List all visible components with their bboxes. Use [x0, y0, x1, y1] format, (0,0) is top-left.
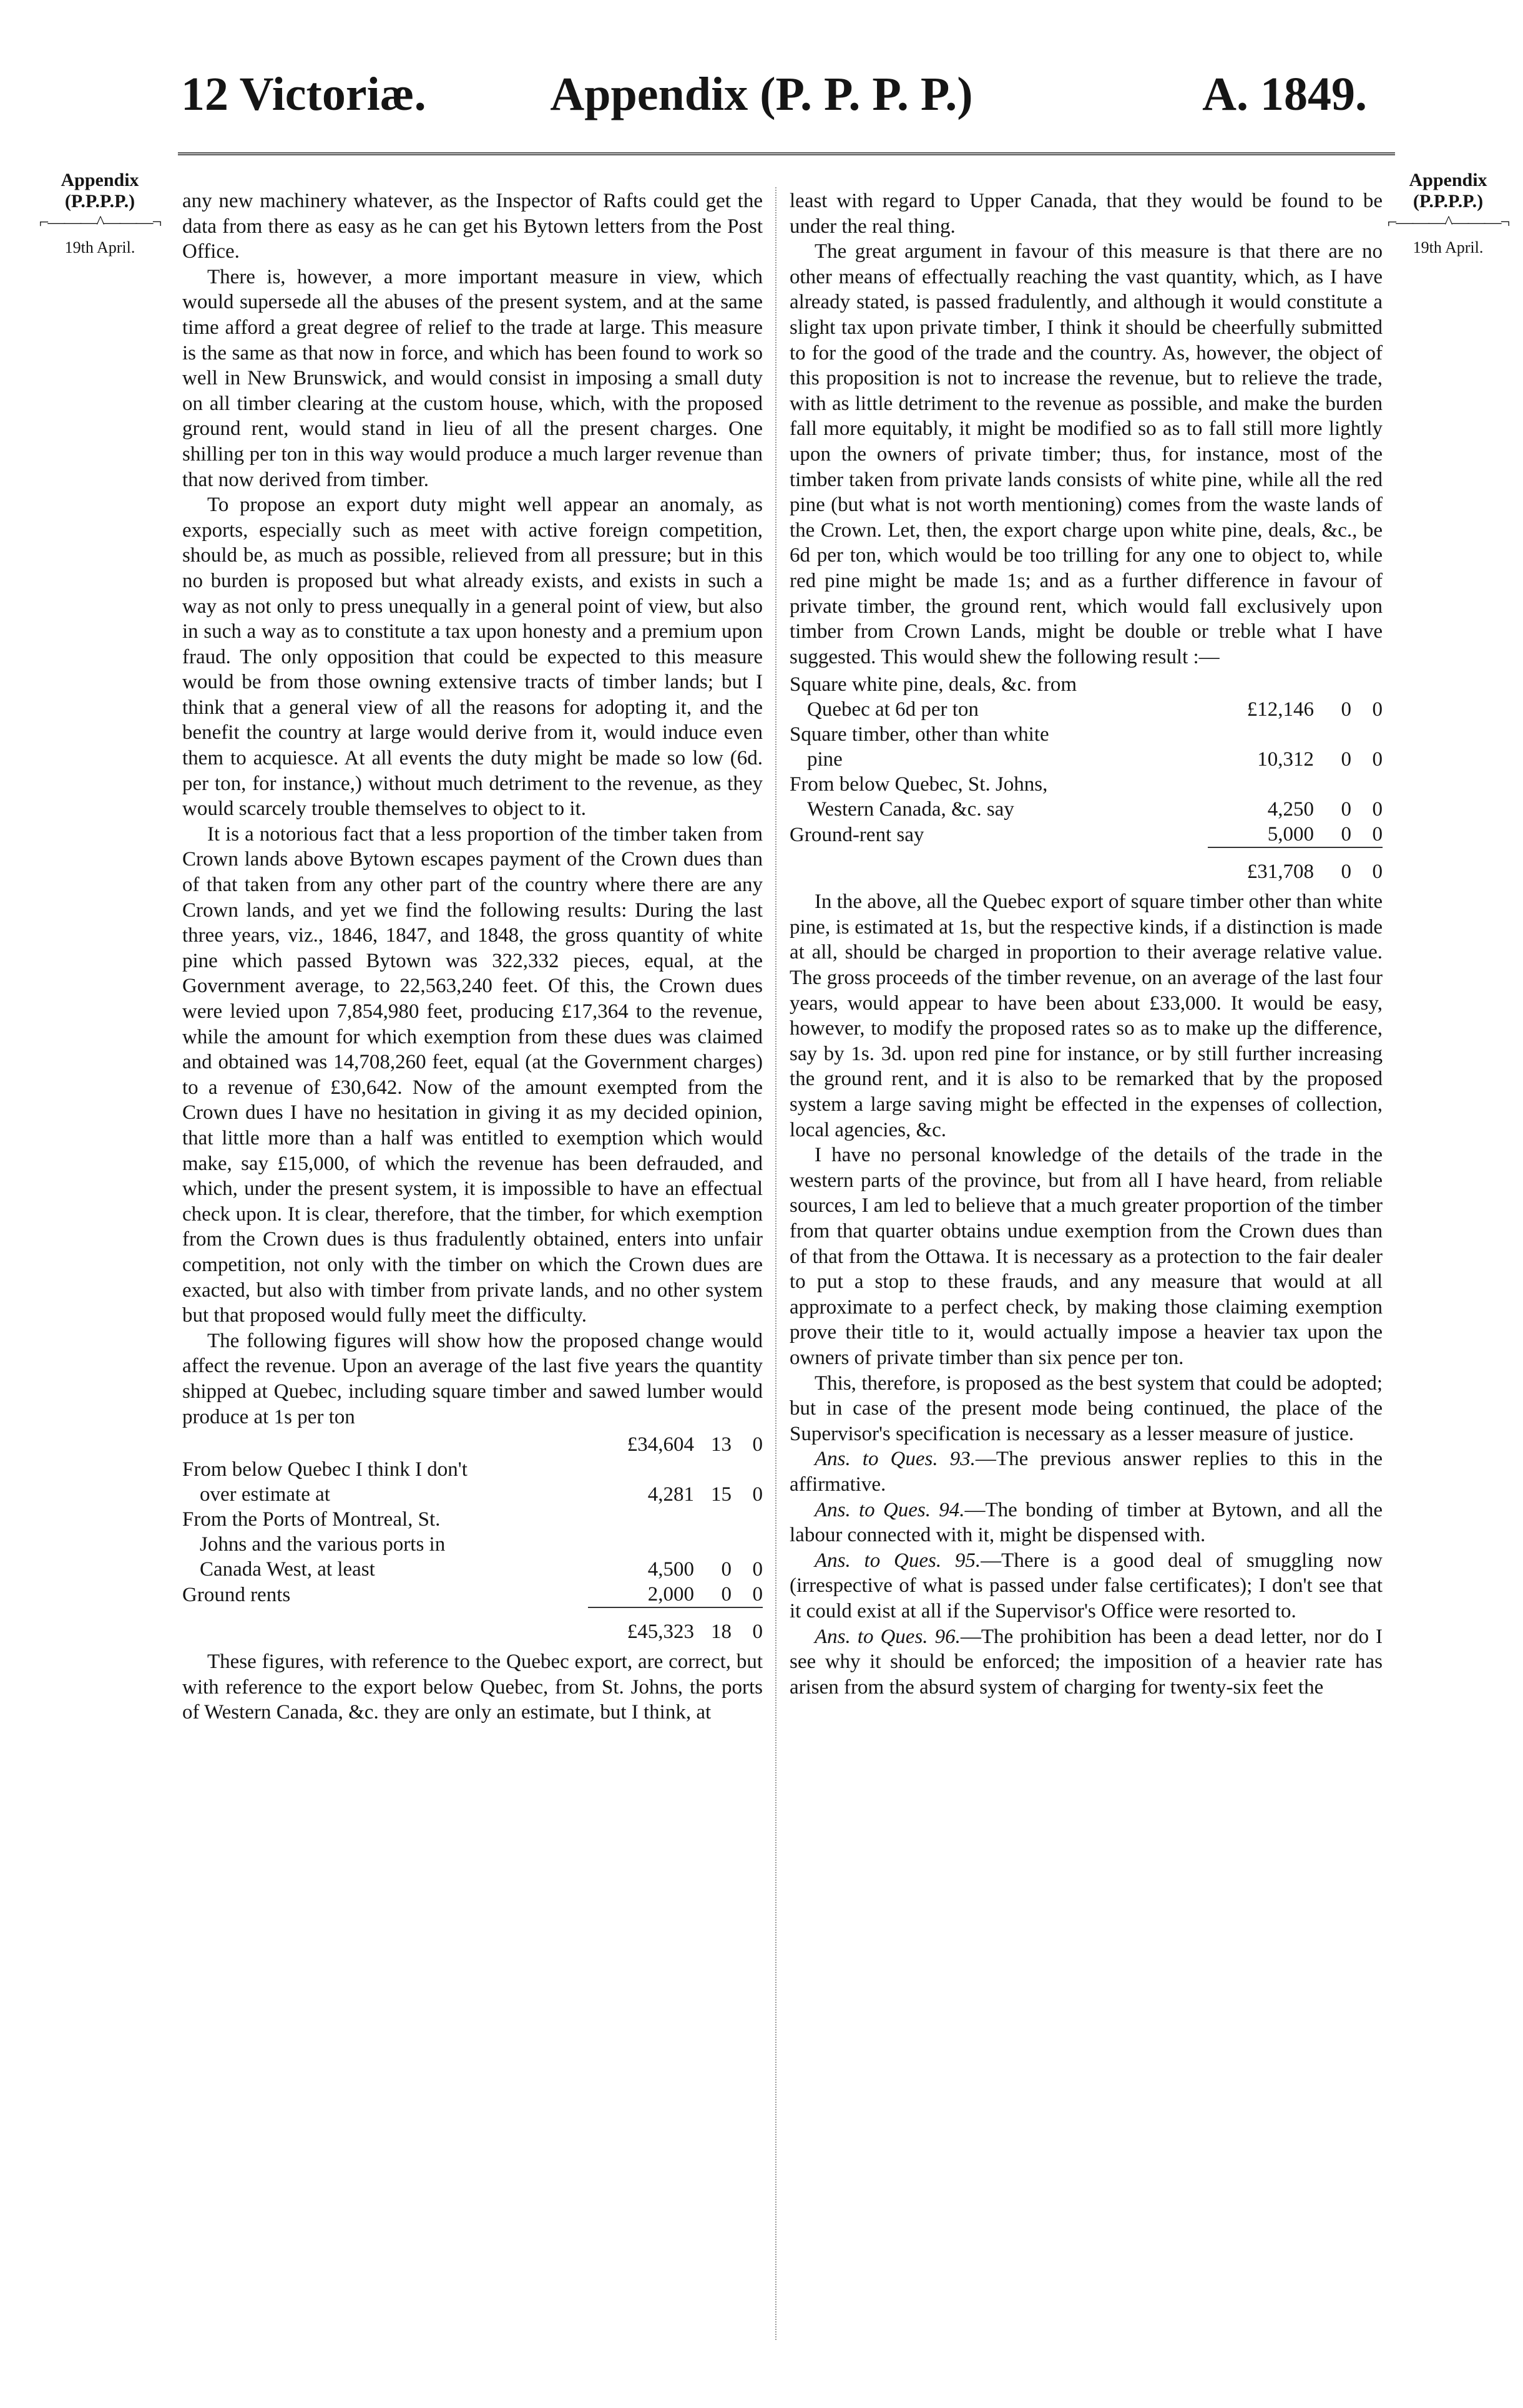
- answer-label: Ans. to Ques. 94.: [815, 1498, 965, 1521]
- row-label: From the Ports of Montreal, St. Johns and the various ports in Canada West, at least: [182, 1508, 446, 1581]
- row-label: From below Quebec, St. Johns, Western Canada, &c. say: [790, 773, 1048, 821]
- total-shillings: 0: [1314, 847, 1351, 884]
- amount-pence: 0: [1372, 798, 1383, 821]
- header-rule: [178, 152, 1395, 155]
- paragraph: least with regard to Upper Canada, that they would be found to be under the real thing.: [790, 190, 1383, 238]
- paragraph: These figures, with reference to the Quebec export, are correct, but with reference to the export below Quebec, from St. Johns, the ports of Western Canada, &c. they are only an estimate, but I think, at: [182, 1650, 763, 1724]
- amount-shillings: 0: [721, 1583, 732, 1606]
- margin-note-right: [1386, 170, 1511, 258]
- row-label: Ground rents: [182, 1584, 291, 1607]
- margin-title: Appendix: [61, 170, 139, 190]
- paragraph: There is, however, a more important measure in view, which would supersede all the abuses of the present system, and at the same time afford a great degree of relief to the trade at large. This measure is the same as that now in force, and which has been found to work so well in New Brunswick, and would consist in imposing a small duty on all timber clearing at the custom house, which, with the proposed ground rent, would stand in lieu of all the present charges. One shilling per ton in this way would produce a much larger revenue than that now derived from timber.: [182, 265, 763, 491]
- brace-icon: ⌐———^———¬: [39, 213, 161, 232]
- amount-pence: 0: [1372, 698, 1383, 721]
- answer-94: [790, 1498, 1383, 1548]
- revenue-table: [182, 1432, 763, 1644]
- proposed-revenue-table: [790, 672, 1383, 884]
- paragraph: In the above, all the Quebec export of square timber other than white pine, is estimated at 1s, but the respective kinds, if a distinction is made at all, should be charged in proportion to their average relative value. The gross proceeds of the timber revenue, on an average of the last four years, would appear to have been about £33,000. It would be easy, however, to modify the proposed rates so as to make up the difference, say by 1s. 3d. upon red pine for instance, or by still further increasing the ground rent, and it is also to be remarked that by the proposed system a large saving might be effected in the expenses of collection, local agencies, &c.: [790, 890, 1383, 1141]
- amount-pounds: 5,000: [1267, 823, 1314, 846]
- answer-text: —The bonding of timber at Bytown, and all the labour connected with it, might be dispensed with.: [790, 1498, 1383, 1547]
- right-column: [790, 188, 1383, 2310]
- row-label: [790, 847, 1208, 884]
- amount-pounds: £12,146: [1246, 698, 1314, 721]
- amount-pounds: 4,500: [647, 1558, 694, 1581]
- session-label: 12 Victoriæ.: [181, 68, 426, 120]
- column-divider: [775, 187, 776, 2340]
- total-row: [182, 1607, 763, 1644]
- margin-date: 19th April.: [64, 238, 135, 256]
- table-row: [182, 1432, 763, 1457]
- margin-date: 19th April.: [1413, 238, 1484, 256]
- margin-note-left: [37, 170, 162, 258]
- amount-pounds: 10,312: [1257, 748, 1314, 771]
- brace-icon: ⌐———^———¬: [1387, 213, 1509, 232]
- amount-pounds: 2,000: [647, 1583, 694, 1606]
- year-label: A. 1849.: [1202, 68, 1367, 120]
- amount-shillings: 0: [1341, 823, 1351, 846]
- amount-pence: 0: [752, 1558, 763, 1581]
- paragraph: To propose an export duty might well appear an anomaly, as exports, especially such as meet with active foreign competition, should be, as much as possible, relieved from all pressure; but in this no burden is proposed but what already exists, and exists in such a way as not only to press unequally in a general point of view, but also in such a way as to constitute a tax upon honesty and a premium upon fraud. The only opposition that could be expected to this measure would be from those owning extensive tracts of timber lands; but I think that a general view of all the reasons for adopting it, and the benefit the country at large would derive from it, would induce even them to acquiesce. At all events the duty might be made so low (6d. per ton, for instance,) without much detriment to the revenue, as they would scarcely trouble themselves to object to it.: [182, 494, 763, 821]
- amount-pence: 0: [1372, 823, 1383, 846]
- paragraph: The following figures will show how the proposed change would affect the revenue. Upon an average of the last five years the quantity shipped at Quebec, including square timber and sawed lumber would produce at 1s per ton: [182, 1329, 763, 1428]
- row-label: [182, 1607, 588, 1644]
- total-shillings: 18: [694, 1607, 732, 1644]
- amount-pence: 0: [752, 1483, 763, 1506]
- amount-pounds: 4,281: [647, 1483, 694, 1506]
- amount-shillings: 0: [1341, 798, 1351, 821]
- total-pounds: £31,708: [1208, 847, 1314, 884]
- row-label: Square timber, other than white pine: [790, 723, 1049, 771]
- answer-label: Ans. to Ques. 96.: [815, 1625, 961, 1648]
- table-row: [182, 1507, 763, 1582]
- total-row: [790, 847, 1383, 884]
- table-row: [790, 722, 1383, 772]
- amount-pence: 0: [1372, 748, 1383, 771]
- amount-pounds: 4,250: [1267, 798, 1314, 821]
- appendix-title: Appendix (P. P. P. P.): [550, 68, 973, 120]
- margin-title: Appendix: [1409, 170, 1487, 190]
- row-label: From below Quebec I think I don't over estimate at: [182, 1458, 468, 1506]
- table-row: [790, 772, 1383, 822]
- answer-label: Ans. to Ques. 93.: [815, 1448, 976, 1471]
- amount-shillings: 0: [1341, 698, 1351, 721]
- amount-shillings: 15: [711, 1483, 732, 1506]
- table-row: [790, 672, 1383, 722]
- page-header: [0, 67, 1523, 136]
- table-row: [790, 822, 1383, 847]
- margin-code: (P.P.P.P.): [64, 191, 135, 212]
- answer-text: —The prohibition has been a dead letter, nor do I see why it should be enforced; the imposition of a heavier rate has arisen from the absurd system of charging for twenty-six feet the: [790, 1625, 1383, 1699]
- table-row: [182, 1582, 763, 1607]
- row-label: Square white pine, deals, &c. from Quebec at 6d per ton: [790, 673, 1077, 721]
- paragraph: any new machinery whatever, as the Inspector of Rafts could get the data from there as easy as he can get his Bytown letters from the Post Office.: [182, 190, 763, 263]
- total-pence: 0: [732, 1607, 763, 1644]
- amount-pounds: £34,604: [627, 1433, 694, 1456]
- answer-text: —The previous answer replies to this in the affirmative.: [790, 1448, 1383, 1496]
- total-pounds: £45,323: [588, 1607, 694, 1644]
- amount-shillings: 13: [711, 1433, 732, 1456]
- amount-pence: 0: [752, 1583, 763, 1606]
- answer-text: —There is a good deal of smuggling now (irrespective of what is passed under false certificates); I don't see that it could exist at all if the Supervisor's Office were resorted to.: [790, 1549, 1383, 1622]
- paragraph: The great argument in favour of this measure is that there are no other means of effectually reaching the vast quantity, which, as I have already stated, is passed fradulently, and although it would constitute a slight tax upon private timber, I think it should be cheerfully submitted to for the good of the trade and the country. As, however, the object of this proposition is not to increase the revenue, but to relieve the trade, with as little detriment to the revenue as possible, and make the burden fall more equitably, it might be modified so as to fall still more lightly upon the owners of private timber; thus, for instance, most of the timber taken from private lands consists of white pine, while all the red pine (but what is not worth mentioning) comes from the waste lands of the Crown. Let, then, the export charge upon white pine, deals, &c., be 6d per ton, which would be too trilling for any one to object to, while red pine might be made 1s; and as a further difference in favour of private timber, the ground rent, which would fall exclusively upon timber from Crown Lands, might be double or treble what I have suggested. This would shew the following result :—: [790, 240, 1383, 668]
- amount-shillings: 0: [721, 1558, 732, 1581]
- total-pence: 0: [1351, 847, 1383, 884]
- amount-shillings: 0: [1341, 748, 1351, 771]
- answer-93: [790, 1446, 1383, 1497]
- answer-95: [790, 1548, 1383, 1624]
- row-label: [182, 1432, 588, 1457]
- amount-pence: 0: [752, 1433, 763, 1456]
- answer-label: Ans. to Ques. 95.: [815, 1549, 981, 1572]
- paragraph: It is a notorious fact that a less proportion of the timber taken from Crown lands above Bytown escapes payment of the Crown dues than of that taken from any other part of the country where there are any Crown lands, and yet we find the following results: During the last three years, viz., 1846, 1847, and 1848, the gross quantity of white pine which passed Bytown was 322,332 pieces, equal, at the Government average, to 22,563,240 feet. Of this, the Crown dues were levied upon 7,854,980 feet, producing £17,364 to the revenue, while the amount for which exemption from these dues was claimed and obtained was 14,708,260 feet, equal (at the Government charges) to a revenue of £30,642. Now of the amount exempted from the Crown dues I have no hesitation in giving it as my decided opinion, that little more than a half was entitled to exemption which would make, say £15,000, of which the revenue has been defrauded, and which, under the present system, it is impossible to have an effectual check upon. It is clear, therefore, that the timber, for which exemption from the Crown dues is thus fradulently obtained, enters into unfair competition, not only with the timber on which the Crown dues are exacted, but also with timber from private lands, and no other system but that proposed would fully meet the difficulty.: [182, 822, 763, 1327]
- table-row: [182, 1457, 763, 1507]
- answer-96: [790, 1624, 1383, 1700]
- row-label: Ground-rent say: [790, 824, 924, 847]
- left-column: [182, 188, 763, 2310]
- paragraph: This, therefore, is proposed as the best system that could be adopted; but in case of the present mode being continued, the place of the Supervisor's specification is necessary as a lesser measure of justice.: [790, 1372, 1383, 1445]
- margin-code: (P.P.P.P.): [1413, 191, 1484, 212]
- paragraph: I have no personal knowledge of the details of the trade in the western parts of the province, but from all I have heard, from reliable sources, I am led to believe that a much greater proportion of the timber from that quarter obtains undue exemption from the Crown dues than of that from the Ottawa. It is necessary as a protection to the fair dealer to put a stop to these frauds, and any measure that would at all approximate to a perfect check, by making those claiming exemption prove their title to it, would actually impose a heavier tax upon the owners of private timber than six pence per ton.: [790, 1144, 1383, 1369]
